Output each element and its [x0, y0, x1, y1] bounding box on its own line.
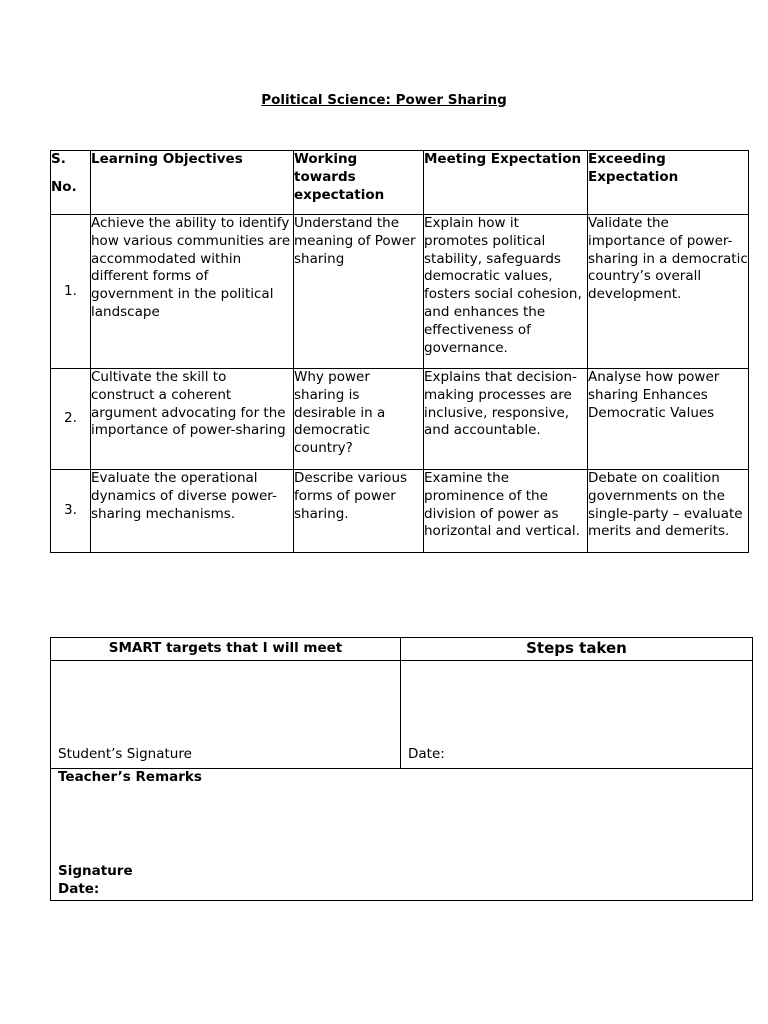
rubric-table — [50, 150, 749, 553]
signature-date-label: Date: — [58, 881, 100, 898]
header-meeting-expectation: Meeting Expectation — [424, 151, 588, 215]
row-number: 2. — [51, 369, 91, 470]
page-title: Political Science: Power Sharing — [261, 92, 507, 108]
working-cell: Describe various forms of power sharing. — [294, 470, 424, 553]
meeting-cell: Explains that decision-making processes are inclusive, responsive, and accountable. — [424, 369, 588, 470]
objective-cell: Achieve the ability to identify how various communities are accommodated within different forms of government in the political landscape — [91, 215, 294, 369]
table-row — [51, 215, 749, 369]
row-number: 1. — [51, 215, 91, 369]
header-learning-objectives: Learning Objectives — [91, 151, 294, 215]
rubric-header-row — [51, 151, 749, 215]
header-steps-taken: Steps taken — [401, 638, 753, 661]
date-label: Date: — [408, 746, 445, 763]
teacher-remarks-row — [51, 769, 753, 901]
signature-label: Signature — [58, 863, 133, 880]
header-serial-line2: No. — [51, 178, 77, 195]
teacher-remarks-cell[interactable] — [51, 769, 753, 901]
remarks-signature-block — [58, 863, 133, 899]
teacher-remarks-label: Teacher’s Remarks — [58, 769, 202, 785]
student-signature-cell[interactable] — [51, 661, 401, 769]
header-working-towards: Working towards expectation — [294, 151, 424, 215]
smart-header-row — [51, 638, 753, 661]
meeting-cell: Examine the prominence of the division of power as horizontal and vertical. — [424, 470, 588, 553]
header-serial-number — [51, 151, 91, 215]
header-exceeding-expectation: Exceeding Expectation — [588, 151, 749, 215]
student-signature-label: Student’s Signature — [58, 746, 192, 763]
exceeding-cell: Analyse how power sharing Enhances Democratic Values — [588, 369, 749, 470]
exceeding-cell: Debate on coalition governments on the single-party – evaluate merits and demerits. — [588, 470, 749, 553]
row-number: 3. — [51, 470, 91, 553]
header-smart-targets: SMART targets that I will meet — [51, 638, 401, 661]
working-cell: Why power sharing is desirable in a democratic country? — [294, 369, 424, 470]
exceeding-cell: Validate the importance of power-sharing in a democratic country’s overall development. — [588, 215, 749, 369]
table-row — [51, 369, 749, 470]
meeting-cell: Explain how it promotes political stability, safeguards democratic values, fosters social cohesion, and enhances the effectiveness of governance. — [424, 215, 588, 369]
objective-cell: Evaluate the operational dynamics of diverse power-sharing mechanisms. — [91, 470, 294, 553]
header-serial-line1: S. — [51, 151, 66, 167]
working-cell: Understand the meaning of Power sharing — [294, 215, 424, 369]
table-row — [51, 470, 749, 553]
smart-body-row — [51, 661, 753, 769]
objective-cell: Cultivate the skill to construct a coherent argument advocating for the importance of power-sharing — [91, 369, 294, 470]
smart-targets-table — [50, 637, 753, 901]
date-cell[interactable] — [401, 661, 753, 769]
